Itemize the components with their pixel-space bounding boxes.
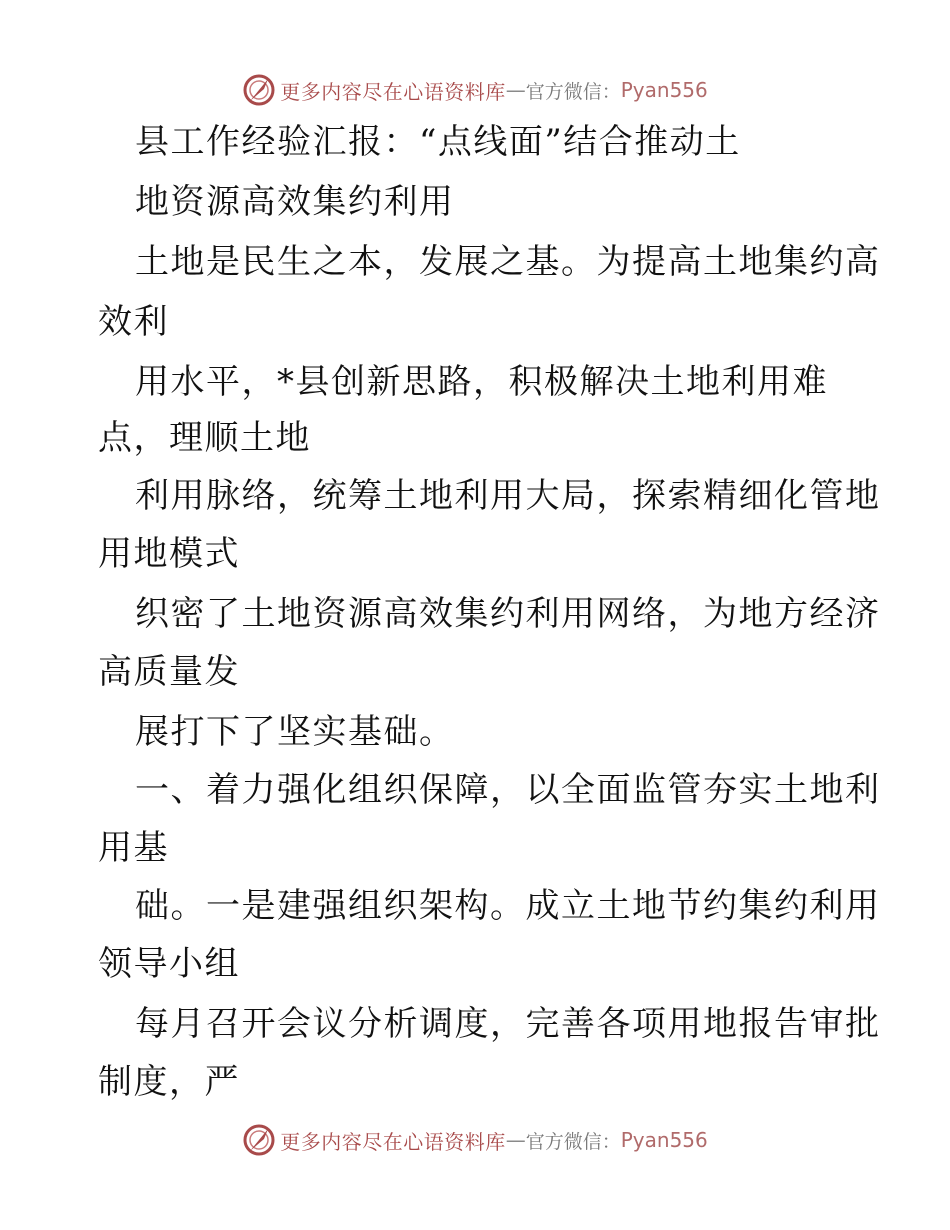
doc-line: 高质量发 [98,652,240,692]
header-separator: — [505,78,526,102]
doc-line: 每月召开会议分析调度，完善各项用地报告审批 [135,1004,881,1044]
quill-logo-icon [242,1123,276,1157]
doc-line: 效利 [98,302,169,342]
header-wechat-id: Pyan556 [620,78,708,102]
doc-line: 展打下了坚实基础。 [135,712,455,752]
footer-wechat-id: Pyan556 [620,1128,708,1152]
footer-banner [0,1120,950,1160]
header-banner [0,70,950,110]
doc-section-heading: 一、着力强化组织保障，以全面监管夯实土地利 [135,770,881,810]
doc-line: 领导小组 [98,944,240,984]
doc-line: 点，理顺土地 [98,418,311,458]
doc-title-line-1: 县工作经验汇报：“点线面”结合推动土 [135,122,741,162]
quill-logo-icon [242,73,276,107]
doc-line: 土地是民生之本，发展之基。为提高土地集约高 [135,242,881,282]
header-wechat-label: 官方微信： [525,80,621,103]
footer-separator: — [505,1128,526,1152]
doc-line: 用地模式 [98,534,240,574]
doc-line: 制度，严 [98,1062,240,1102]
header-brand-text: 更多内容尽在心语资料库 [280,79,506,104]
doc-line: 利用脉络，统筹土地利用大局，探索精细化管地 [135,476,881,516]
doc-line: 用基 [98,828,169,868]
doc-line: 础。一是建强组织架构。成立土地节约集约利用 [135,886,881,926]
footer-wechat-label: 官方微信： [525,1130,621,1153]
footer-brand-text: 更多内容尽在心语资料库 [280,1129,506,1154]
doc-line: 用水平，*县创新思路，积极解决土地利用难 [135,362,828,402]
doc-title-line-2: 地资源高效集约利用 [135,182,455,222]
doc-line: 织密了土地资源高效集约利用网络，为地方经济 [135,594,881,634]
